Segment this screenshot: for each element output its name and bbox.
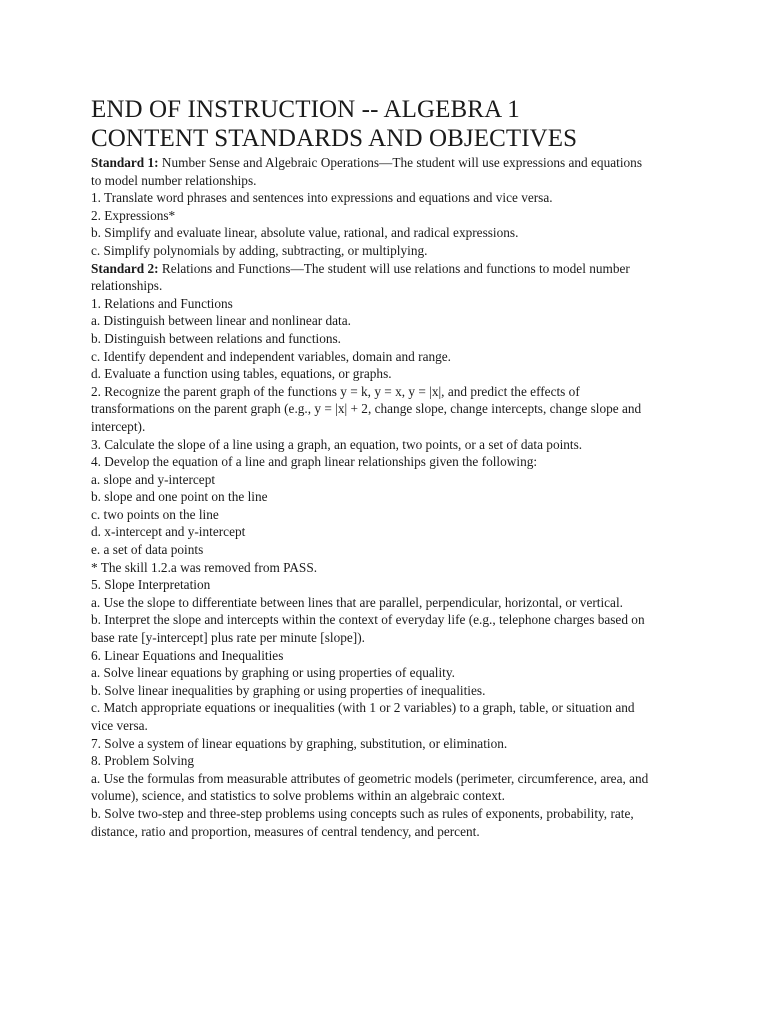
document-title xyxy=(91,95,651,153)
list-item: 3. Calculate the slope of a line using a graph, an equation, two points, or a set of data points. xyxy=(91,436,583,452)
list-item: e. a set of data points xyxy=(91,542,204,558)
title-line-2: CONTENT STANDARDS AND OBJECTIVES xyxy=(91,125,578,152)
standard-1-text: Number Sense and Algebraic Operations—The student will use expressions and equations to model number relationships. xyxy=(91,155,642,188)
document-body xyxy=(91,154,651,840)
list-item: b. Interpret the slope and intercepts within the context of everyday life (e.g., telephone charges based on base rate [y-intercept] plus rate per minute [slope]). xyxy=(91,612,645,646)
list-item: c. Simplify polynomials by adding, subtracting, or multiplying. xyxy=(91,242,428,258)
list-item: 2. Expressions* xyxy=(91,207,176,223)
list-item: b. Solve linear inequalities by graphing or using properties of inequalities. xyxy=(91,682,486,698)
list-item: 7. Solve a system of linear equations by graphing, substitution, or elimination. xyxy=(91,735,508,751)
list-item: 8. Problem Solving xyxy=(91,753,195,769)
list-item: b. Simplify and evaluate linear, absolute value, rational, and radical expressions. xyxy=(91,225,519,241)
standard-2-items xyxy=(91,295,651,840)
document-page xyxy=(91,95,651,840)
list-item: d. Evaluate a function using tables, equations, or graphs. xyxy=(91,366,392,382)
list-item: a. Solve linear equations by graphing or using properties of equality. xyxy=(91,665,455,681)
title-line-1: END OF INSTRUCTION -- ALGEBRA 1 xyxy=(91,96,520,123)
standard-2-text: Relations and Functions—The student will use relations and functions to model number relationships. xyxy=(91,260,630,294)
list-item: a. Use the slope to differentiate between lines that are parallel, perpendicular, horizontal, or vertical. xyxy=(91,594,623,610)
list-item: b. Distinguish between relations and functions. xyxy=(91,330,342,346)
list-item: c. Identify dependent and independent variables, domain and range. xyxy=(91,348,451,364)
list-item: c. Match appropriate equations or inequalities (with 1 or 2 variables) to a graph, table, or situation and vice versa. xyxy=(91,700,635,733)
standard-1-items xyxy=(91,189,651,259)
list-item: d. x-intercept and y-intercept xyxy=(91,524,246,540)
standard-1-heading xyxy=(91,154,651,189)
list-item: 2. Recognize the parent graph of the functions y = k, y = x, y = |x|, and predict the effects of transformations on the parent graph (e.g., y = |x| + 2, change slope, change intercepts, change slope and intercept). xyxy=(91,383,642,434)
list-item: a. slope and y-intercept xyxy=(91,471,216,487)
list-item: 1. Translate word phrases and sentences into expressions and equations and vice versa. xyxy=(91,190,553,206)
standard-2-heading xyxy=(91,260,651,295)
list-item: 5. Slope Interpretation xyxy=(91,577,211,593)
list-item: 6. Linear Equations and Inequalities xyxy=(91,647,284,663)
standard-2-label: Standard 2: xyxy=(91,260,159,276)
standard-1-label: Standard 1: xyxy=(91,155,159,170)
list-item: b. Solve two-step and three-step problems using concepts such as rules of exponents, probability, rate, distance, ratio and proportion, measures of central tendency, and percent. xyxy=(91,805,634,839)
list-item: 1. Relations and Functions xyxy=(91,295,233,311)
list-item: * The skill 1.2.a was removed from PASS. xyxy=(91,559,318,575)
list-item: a. Distinguish between linear and nonlinear data. xyxy=(91,313,351,329)
list-item: a. Use the formulas from measurable attributes of geometric models (perimeter, circumference, area, and volume), science, and statistics to solve problems within an algebraic context. xyxy=(91,770,649,804)
list-item: c. two points on the line xyxy=(91,506,219,522)
list-item: 4. Develop the equation of a line and graph linear relationships given the following: xyxy=(91,454,538,470)
list-item: b. slope and one point on the line xyxy=(91,489,268,505)
